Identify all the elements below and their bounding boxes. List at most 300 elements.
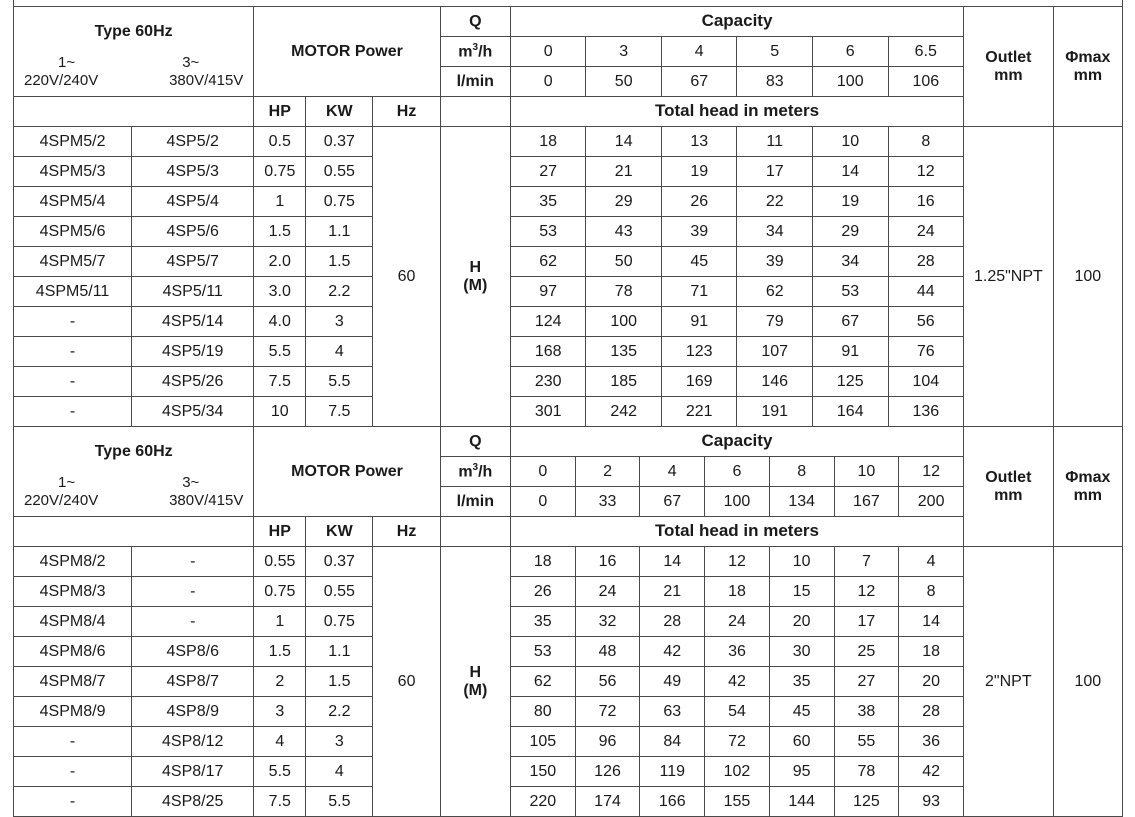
head-value: 79 [737, 307, 813, 337]
m3h-tail: /h [478, 43, 493, 61]
capacity-lmin-value: 0 [510, 487, 575, 517]
single-phase-model: 4SPM5/11 [14, 277, 132, 307]
pump-table-4sp8-series [13, 426, 1123, 817]
single-phase-model: 4SPM5/2 [14, 127, 132, 157]
motor-power-header: MOTOR Power [254, 7, 440, 97]
phimax-value: 100 [1053, 127, 1122, 427]
single-phase-label: 1~ [58, 473, 76, 491]
head-value: 53 [510, 637, 575, 667]
three-phase-model: - [132, 577, 254, 607]
capacity-lmin-value: 33 [575, 487, 640, 517]
three-phase-model: 4SP5/2 [132, 127, 254, 157]
table-row [14, 577, 1123, 607]
header-row-units [14, 97, 1123, 127]
hp-value: 0.5 [254, 127, 306, 157]
head-value: 42 [899, 757, 964, 787]
three-phase-label: 3~ [182, 473, 200, 491]
three-phase-model: - [132, 547, 254, 577]
head-value: 72 [705, 727, 770, 757]
head-value: 28 [888, 247, 964, 277]
head-value: 21 [586, 157, 662, 187]
hp-value: 2 [254, 667, 306, 697]
type-title: Type 60Hz [94, 23, 173, 40]
single-phase-model: - [14, 787, 132, 817]
hp-value: 0.75 [254, 577, 306, 607]
hp-value: 7.5 [254, 787, 306, 817]
capacity-lmin-value: 200 [899, 487, 964, 517]
hp-value: 7.5 [254, 367, 306, 397]
capacity-m3h-value: 6 [705, 457, 770, 487]
head-value: 21 [640, 577, 705, 607]
kw-value: 0.75 [306, 187, 373, 217]
head-value: 185 [586, 367, 662, 397]
single-phase-model: - [14, 307, 132, 337]
table-row [14, 187, 1123, 217]
head-value: 28 [899, 697, 964, 727]
single-phase-model: 4SPM5/4 [14, 187, 132, 217]
capacity-m3h-value: 5 [737, 37, 813, 67]
kw-value: 2.2 [306, 697, 373, 727]
head-value: 60 [769, 727, 834, 757]
three-phase-model: 4SP5/14 [132, 307, 254, 337]
m3h-sup: 3 [472, 42, 479, 54]
head-value: 230 [510, 367, 586, 397]
header-row-units [14, 517, 1123, 547]
three-phase-model: 4SP5/7 [132, 247, 254, 277]
head-value: 24 [705, 607, 770, 637]
single-phase-model: 4SPM5/3 [14, 157, 132, 187]
head-value: 22 [737, 187, 813, 217]
table-row [14, 157, 1123, 187]
kw-value: 5.5 [306, 367, 373, 397]
three-phase-model: 4SP8/17 [132, 757, 254, 787]
three-phase-model: 4SP5/6 [132, 217, 254, 247]
capacity-m3h-value: 4 [640, 457, 705, 487]
table-row [14, 337, 1123, 367]
three-phase-model: 4SP5/34 [132, 397, 254, 427]
table-row [14, 607, 1123, 637]
three-phase-model: 4SP8/6 [132, 637, 254, 667]
capacity-m3h-value: 6 [812, 37, 888, 67]
head-value: 125 [812, 367, 888, 397]
single-phase-model: - [14, 337, 132, 367]
head-value: 93 [899, 787, 964, 817]
kw-value: 0.37 [306, 127, 373, 157]
head-value: 48 [575, 637, 640, 667]
head-value: 34 [812, 247, 888, 277]
head-value: 24 [575, 577, 640, 607]
table-row [14, 127, 1123, 157]
table-row [14, 727, 1123, 757]
head-value: 123 [661, 337, 737, 367]
capacity-m3h-value: 0 [510, 37, 586, 67]
head-value: 38 [834, 697, 899, 727]
m3h-unit: m [458, 43, 473, 61]
header-row-q [14, 7, 1123, 37]
three-phase-label: 3~ [182, 53, 200, 71]
head-value: 18 [899, 637, 964, 667]
table-row [14, 757, 1123, 787]
phimax-header: Φmax mm [1053, 7, 1122, 127]
capacity-lmin-value: 67 [661, 67, 737, 97]
head-value: 62 [510, 667, 575, 697]
head-value: 35 [510, 607, 575, 637]
m3h-unit: m [458, 463, 473, 481]
head-value: 27 [510, 157, 586, 187]
kw-value: 3 [306, 307, 373, 337]
hp-value: 2.0 [254, 247, 306, 277]
three-phase-voltage: 380V/415V [169, 72, 244, 90]
h-meters-label: H (M) [440, 547, 510, 817]
hp-header: HP [254, 517, 306, 547]
type-header-spacer [14, 517, 254, 547]
head-value: 29 [812, 217, 888, 247]
head-value: 19 [661, 157, 737, 187]
head-value: 53 [510, 217, 586, 247]
head-value: 155 [705, 787, 770, 817]
head-value: 27 [834, 667, 899, 697]
single-phase-model: 4SPM8/4 [14, 607, 132, 637]
table-row [14, 247, 1123, 277]
hp-value: 5.5 [254, 757, 306, 787]
head-value: 18 [705, 577, 770, 607]
three-phase-model: - [132, 607, 254, 637]
single-phase-model: 4SPM5/6 [14, 217, 132, 247]
performance-table [13, 426, 1123, 817]
capacity-m3h-value: 2 [575, 457, 640, 487]
single-phase-voltage: 220V/240V [24, 72, 99, 90]
head-value: 39 [737, 247, 813, 277]
table-row [14, 667, 1123, 697]
table-row [14, 787, 1123, 817]
type-header-spacer [14, 97, 254, 127]
kw-value: 3 [306, 727, 373, 757]
hp-value: 0.55 [254, 547, 306, 577]
q-header: Q [440, 7, 510, 37]
head-value: 62 [510, 247, 586, 277]
m3h-tail: /h [478, 463, 493, 481]
lmin-unit-label: l/min [440, 487, 510, 517]
table-row [14, 217, 1123, 247]
three-phase-model: 4SP8/12 [132, 727, 254, 757]
head-value: 49 [640, 667, 705, 697]
head-value: 146 [737, 367, 813, 397]
pump-table-4sp5-series [13, 6, 1123, 427]
head-value: 54 [705, 697, 770, 727]
three-phase-model: 4SP5/4 [132, 187, 254, 217]
capacity-lmin-value: 0 [510, 67, 586, 97]
outlet-header: Outlet mm [964, 7, 1054, 127]
kw-value: 1.5 [306, 667, 373, 697]
head-value: 12 [888, 157, 964, 187]
capacity-m3h-value: 3 [586, 37, 662, 67]
head-value: 95 [769, 757, 834, 787]
head-value: 19 [812, 187, 888, 217]
three-phase-voltage: 380V/415V [169, 492, 244, 510]
head-value: 63 [640, 697, 705, 727]
phimax-value: 100 [1053, 547, 1122, 817]
head-value: 35 [769, 667, 834, 697]
head-value: 42 [640, 637, 705, 667]
head-value: 104 [888, 367, 964, 397]
head-value: 168 [510, 337, 586, 367]
hp-value: 1.5 [254, 637, 306, 667]
phimax-header: Φmax mm [1053, 427, 1122, 547]
head-value: 39 [661, 217, 737, 247]
hz-header: Hz [373, 97, 440, 127]
head-value: 29 [586, 187, 662, 217]
capacity-header: Capacity [510, 427, 963, 457]
head-value: 169 [661, 367, 737, 397]
head-value: 35 [510, 187, 586, 217]
head-value: 13 [661, 127, 737, 157]
three-phase-model: 4SP5/19 [132, 337, 254, 367]
m3h-sup: 3 [472, 462, 479, 474]
head-value: 97 [510, 277, 586, 307]
type-title: Type 60Hz [94, 443, 173, 460]
three-phase-model: 4SP8/9 [132, 697, 254, 727]
kw-value: 5.5 [306, 787, 373, 817]
three-phase-model: 4SP5/11 [132, 277, 254, 307]
head-value: 14 [640, 547, 705, 577]
single-phase-model: 4SPM5/7 [14, 247, 132, 277]
head-value: 174 [575, 787, 640, 817]
capacity-lmin-value: 100 [812, 67, 888, 97]
table-row [14, 367, 1123, 397]
capacity-lmin-value: 167 [834, 487, 899, 517]
head-value: 126 [575, 757, 640, 787]
head-value: 8 [888, 127, 964, 157]
kw-value: 0.55 [306, 577, 373, 607]
outlet-header: Outlet mm [964, 427, 1054, 547]
head-value: 12 [834, 577, 899, 607]
type-header [14, 7, 254, 97]
head-value: 301 [510, 397, 586, 427]
kw-value: 1.1 [306, 217, 373, 247]
head-value: 91 [661, 307, 737, 337]
head-value: 20 [899, 667, 964, 697]
pump-performance-sheet [13, 6, 1123, 817]
head-value: 78 [586, 277, 662, 307]
head-value: 43 [586, 217, 662, 247]
head-value: 18 [510, 547, 575, 577]
head-value: 220 [510, 787, 575, 817]
head-value: 28 [640, 607, 705, 637]
capacity-lmin-value: 134 [769, 487, 834, 517]
head-value: 44 [888, 277, 964, 307]
kw-value: 4 [306, 337, 373, 367]
capacity-header: Capacity [510, 7, 963, 37]
head-value: 17 [737, 157, 813, 187]
head-value: 164 [812, 397, 888, 427]
head-value: 242 [586, 397, 662, 427]
head-value: 45 [661, 247, 737, 277]
lmin-unit-label: l/min [440, 67, 510, 97]
hp-value: 10 [254, 397, 306, 427]
head-value: 84 [640, 727, 705, 757]
head-value: 72 [575, 697, 640, 727]
head-value: 36 [705, 637, 770, 667]
head-value: 56 [575, 667, 640, 697]
head-value: 18 [510, 127, 586, 157]
capacity-m3h-value: 12 [899, 457, 964, 487]
head-value: 30 [769, 637, 834, 667]
head-value: 125 [834, 787, 899, 817]
single-phase-model: 4SPM8/3 [14, 577, 132, 607]
table-row [14, 307, 1123, 337]
head-value: 107 [737, 337, 813, 367]
capacity-lmin-value: 67 [640, 487, 705, 517]
hp-value: 3.0 [254, 277, 306, 307]
head-value: 67 [812, 307, 888, 337]
head-value: 136 [888, 397, 964, 427]
capacity-m3h-value: 8 [769, 457, 834, 487]
hz-header: Hz [373, 517, 440, 547]
table-row [14, 547, 1123, 577]
capacity-m3h-value: 10 [834, 457, 899, 487]
head-value: 102 [705, 757, 770, 787]
capacity-lmin-value: 106 [888, 67, 964, 97]
three-phase-model: 4SP5/26 [132, 367, 254, 397]
head-value: 7 [834, 547, 899, 577]
head-value: 24 [888, 217, 964, 247]
capacity-lmin-value: 50 [586, 67, 662, 97]
head-value: 17 [834, 607, 899, 637]
type-header [14, 427, 254, 517]
head-value: 34 [737, 217, 813, 247]
table-row [14, 637, 1123, 667]
total-head-header: Total head in meters [510, 97, 963, 127]
table-row [14, 397, 1123, 427]
performance-table [13, 6, 1123, 427]
head-value: 16 [888, 187, 964, 217]
outlet-value: 2"NPT [964, 547, 1054, 817]
hp-value: 3 [254, 697, 306, 727]
head-value: 96 [575, 727, 640, 757]
single-phase-model: 4SPM8/6 [14, 637, 132, 667]
m3h-unit-label [440, 37, 510, 67]
outlet-value: 1.25"NPT [964, 127, 1054, 427]
hp-value: 0.75 [254, 157, 306, 187]
head-value: 15 [769, 577, 834, 607]
kw-value: 1.1 [306, 637, 373, 667]
head-value: 78 [834, 757, 899, 787]
head-value: 10 [812, 127, 888, 157]
head-value: 62 [737, 277, 813, 307]
head-value: 80 [510, 697, 575, 727]
single-phase-model: 4SPM8/7 [14, 667, 132, 697]
head-value: 45 [769, 697, 834, 727]
head-value: 144 [769, 787, 834, 817]
kw-value: 0.37 [306, 547, 373, 577]
motor-power-header: MOTOR Power [254, 427, 440, 517]
single-phase-model: - [14, 397, 132, 427]
head-value: 20 [769, 607, 834, 637]
q-header: Q [440, 427, 510, 457]
table-row [14, 697, 1123, 727]
head-value: 76 [888, 337, 964, 367]
total-head-header: Total head in meters [510, 517, 963, 547]
hp-value: 1.5 [254, 217, 306, 247]
hp-value: 1 [254, 607, 306, 637]
head-value: 50 [586, 247, 662, 277]
head-value: 119 [640, 757, 705, 787]
capacity-m3h-value: 6.5 [888, 37, 964, 67]
head-value: 56 [888, 307, 964, 337]
single-phase-model: - [14, 727, 132, 757]
hz-value: 60 [373, 127, 440, 427]
head-value: 55 [834, 727, 899, 757]
q-spacer [440, 517, 510, 547]
single-phase-label: 1~ [58, 53, 76, 71]
hp-value: 4.0 [254, 307, 306, 337]
head-value: 53 [812, 277, 888, 307]
kw-value: 0.75 [306, 607, 373, 637]
head-value: 11 [737, 127, 813, 157]
three-phase-model: 4SP8/7 [132, 667, 254, 697]
head-value: 71 [661, 277, 737, 307]
head-value: 221 [661, 397, 737, 427]
head-value: 10 [769, 547, 834, 577]
head-value: 36 [899, 727, 964, 757]
table-row [14, 277, 1123, 307]
head-value: 166 [640, 787, 705, 817]
single-phase-model: 4SPM8/9 [14, 697, 132, 727]
head-value: 25 [834, 637, 899, 667]
kw-value: 1.5 [306, 247, 373, 277]
head-value: 26 [510, 577, 575, 607]
hp-value: 5.5 [254, 337, 306, 367]
single-phase-model: - [14, 367, 132, 397]
capacity-lmin-value: 100 [705, 487, 770, 517]
head-value: 150 [510, 757, 575, 787]
hp-value: 4 [254, 727, 306, 757]
capacity-m3h-value: 4 [661, 37, 737, 67]
kw-value: 4 [306, 757, 373, 787]
kw-header: KW [306, 97, 373, 127]
head-value: 14 [812, 157, 888, 187]
head-value: 12 [705, 547, 770, 577]
kw-value: 2.2 [306, 277, 373, 307]
kw-value: 0.55 [306, 157, 373, 187]
head-value: 8 [899, 577, 964, 607]
head-value: 42 [705, 667, 770, 697]
head-value: 14 [586, 127, 662, 157]
capacity-lmin-value: 83 [737, 67, 813, 97]
single-phase-model: - [14, 757, 132, 787]
header-row-q [14, 427, 1123, 457]
q-spacer [440, 97, 510, 127]
head-value: 4 [899, 547, 964, 577]
hp-header: HP [254, 97, 306, 127]
kw-value: 7.5 [306, 397, 373, 427]
hz-value: 60 [373, 547, 440, 817]
m3h-unit-label [440, 457, 510, 487]
head-value: 105 [510, 727, 575, 757]
single-phase-voltage: 220V/240V [24, 492, 99, 510]
single-phase-model: 4SPM8/2 [14, 547, 132, 577]
hp-value: 1 [254, 187, 306, 217]
head-value: 135 [586, 337, 662, 367]
h-meters-label: H (M) [440, 127, 510, 427]
head-value: 32 [575, 607, 640, 637]
capacity-m3h-value: 0 [510, 457, 575, 487]
head-value: 191 [737, 397, 813, 427]
head-value: 124 [510, 307, 586, 337]
head-value: 14 [899, 607, 964, 637]
three-phase-model: 4SP5/3 [132, 157, 254, 187]
head-value: 26 [661, 187, 737, 217]
